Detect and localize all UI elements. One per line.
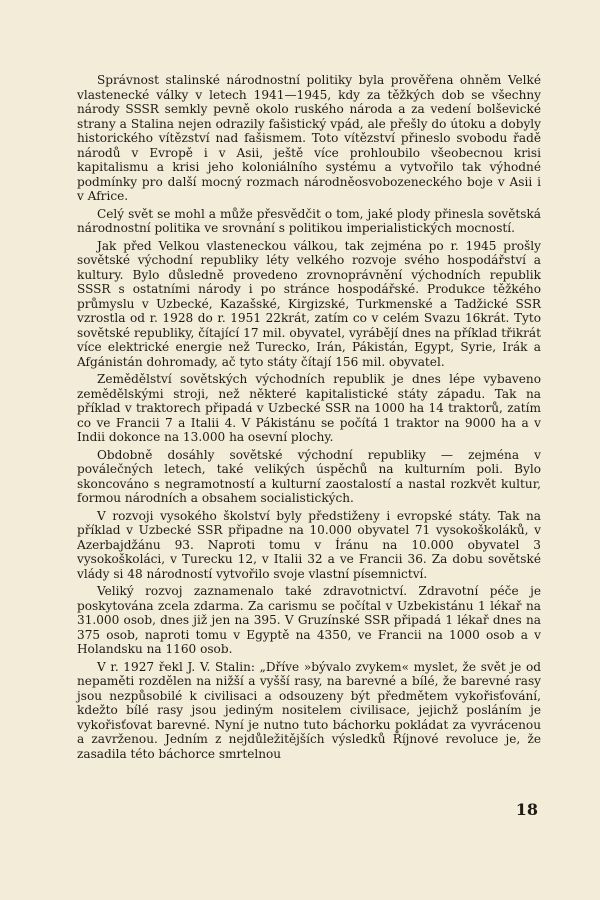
body-text	[77, 73, 541, 764]
paragraph-1: Správnost stalinské národnostní politiky byla prověřena ohněm Velké vlastenecké války v letech 1941—1945, kdy za těžkých dob se všechny národy SSSR semkly pevně okolo ruského národa a za vedení bolševické strany a Stalina nejen odrazily fašistický vpád, ale přešly do útoku a dobyly historického vítězství nad fašismem. Toto vítězství přineslo svobodu řadě národů v Evropě i v Asii, ještě více prohloubilo všeobecnou krisi kapitalismu a krisi jeho koloniálního systému a vytvořilo tak výhodné podmínky pro další mocný rozmach národněosvobozeneckého boje v Asii i v Africe.	[77, 73, 541, 203]
paragraph-7: Veliký rozvoj zaznamenalo také zdravotnictví. Zdravotní péče je poskytována zcela zdarma. Za carismu se počítal v Uzbekistánu 1 lékař na 31.000 osob, dnes již jen na 395. V Gruzínské SSR připadá 1 lékař dnes na 375 osob, naproti tomu v Egyptě na 4350, ve Francii na 1000 osob a v Holandsku na 1160 osob.	[77, 584, 541, 656]
paragraph-2: Celý svět se mohl a může přesvědčit o tom, jaké plody přinesla sovětská národnostní politika ve srovnání s politikou imperialistických mocností.	[77, 206, 541, 235]
paragraph-4: Zemědělství sovětských východních republik je dnes lépe vybaveno zemědělskými stroji, než některé kapitalistické státy západu. Tak na příklad v traktorech připadá v Uzbecké SSR na 1000 ha 14 traktorů, zatím co ve Francii 7 a Italii 4. V Pákistánu se počítá 1 traktor na 9000 ha a v Indii dokonce na 13.000 ha osevní plochy.	[77, 372, 541, 444]
page-number: 18	[515, 800, 538, 819]
paragraph-3: Jak před Velkou vlasteneckou válkou, tak zejména po r. 1945 prošly sovětské východní republiky léty velkého rozvoje svého hospodářství a kultury. Bylo důsledně provedeno zrovnoprávnění východních republik SSSR s ostatními národy i po stránce hospodářské. Produkce těžkého průmyslu v Uzbecké, Kazašské, Kirgizské, Turkmenské a Tadžické SSR vzrostla od r. 1928 do r. 1951 22krát, zatím co v celém Svazu 16krát. Tyto sovětské republiky, čítající 17 mil. obyvatel, vyrábějí dnes na příklad třikrát více elektrické energie než Turecko, Irán, Pákistán, Egypt, Syrie, Irák a Afgánistán dohromady, ač tyto státy čítají 156 mil. obyvatel.	[77, 238, 541, 369]
paragraph-5: Obdobně dosáhly sovětské východní republiky — zejména v poválečných letech, také velikých úspěchů na kulturním poli. Bylo skoncováno s negramotností a kulturní zaostalostí a nastal rozkvět kultur, formou národních a obsahem socialistických.	[77, 447, 541, 505]
paragraph-8: V r. 1927 řekl J. V. Stalin: „Dříve »bývalo zvykem« myslet, že svět je od nepaměti rozdělen na nižší a vyšší rasy, na barevné a bílé, že barevné rasy jsou nezpůsobilé k civilisaci a odsouzeny být předmětem vykořisťování, kdežto bílé rasy jsou jediným nositelem civilisace, jejichž posláním je vykořisťovat barevné. Nyní je nutno tuto báchorku pokládat za vyvrácenou a zavrženou. Jedním z nejdůležitějších výsledků Říjnové revoluce je, že zasadila této báchorce smrtelnou	[77, 659, 541, 761]
paragraph-6: V rozvoji vysokého školství byly předstiženy i evropské státy. Tak na příklad v Uzbecké SSR připadne na 10.000 obyvatel 71 vysokoškoláků, v Azerbajdžánu 93. Naproti tomu v Íránu na 10.000 obyvatel 3 vysokoškoláci, v Turecku 12, v Italii 32 a ve Francii 36. Za dobu sovětské vlády si 48 národností vytvořilo svoje vlastní písemnictví.	[77, 508, 541, 581]
